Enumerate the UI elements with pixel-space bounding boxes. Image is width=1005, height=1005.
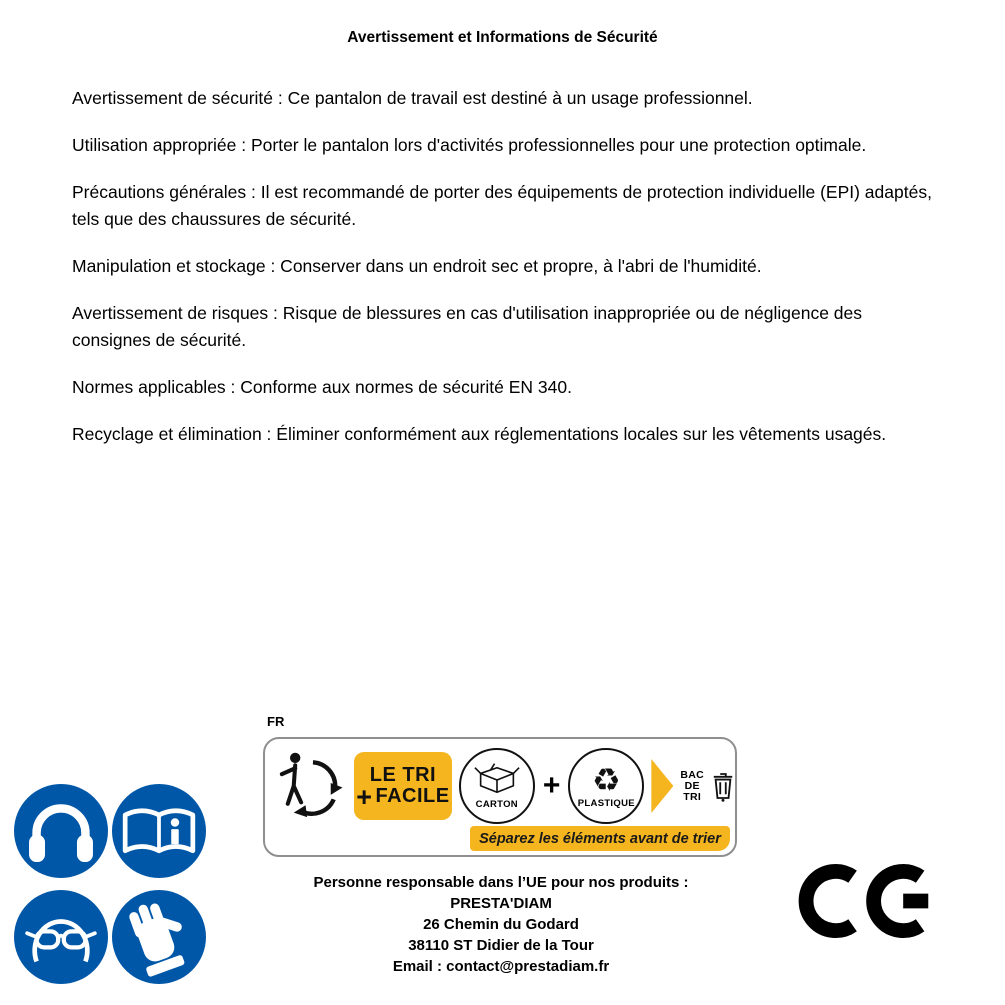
paragraph-avertissement-risques: Avertissement de risques : Risque de blessures en cas d'utilisation inappropriée ou de négligence des consignes de sécurité.	[72, 303, 863, 350]
tri-line: TRI	[683, 790, 702, 803]
badge-line1: LE TRI	[369, 764, 437, 786]
paragraph-precautions-generales: Précautions générales : Il est recommandé de porter des équipements de protection individuelle (EPI) adaptés, tels que des chaussures de sécurité.	[72, 182, 932, 229]
safety-paragraphs	[72, 85, 940, 448]
wear-protective-gloves-icon	[112, 890, 206, 984]
paragraph-avertissement-securite: Avertissement de sécurité : Ce pantalon de travail est destiné à un usage professionnel.	[72, 88, 753, 108]
paragraph-manipulation-stockage: Manipulation et stockage : Conserver dans un endroit sec et propre, à l'abri de l'humidité.	[72, 256, 762, 276]
le-tri-facile-badge	[354, 752, 452, 820]
headphones-icon	[14, 784, 108, 878]
wear-eye-protection-icon	[14, 890, 108, 984]
paragraph-recyclage-elimination: Recyclage et élimination : Éliminer conformément aux réglementations locales sur les vêtements usagés.	[72, 424, 887, 444]
fr-country-label: FR	[267, 714, 285, 729]
plastique-material-circle	[568, 748, 644, 824]
glove-icon	[112, 890, 206, 984]
paragraph-normes-applicables: Normes applicables : Conforme aux normes de sécurité EN 340.	[72, 377, 572, 397]
carton-box-icon	[472, 762, 522, 798]
recycling-symbol-icon: ♻	[592, 762, 621, 798]
ce-mark-icon	[797, 851, 945, 951]
carton-label: CARTON	[475, 799, 518, 810]
contact-email: Email : contact@prestadiam.fr	[392, 958, 610, 975]
badge-plus: +	[356, 781, 373, 812]
de-line: DE	[684, 779, 700, 792]
wear-ear-protection-icon	[14, 784, 108, 878]
safety-goggles-icon	[14, 890, 108, 984]
tri-facile-banner	[263, 737, 737, 857]
company-name: PRESTA'DIAM	[450, 895, 552, 912]
tri-facile-row	[265, 739, 735, 833]
badge-line2	[356, 781, 450, 812]
plus-sign: +	[542, 769, 561, 802]
bac-line: BAC	[680, 768, 704, 781]
address-street: 26 Chemin du Godard	[423, 916, 579, 933]
mandatory-pictograms-grid	[14, 784, 206, 984]
responsible-person-block	[270, 872, 732, 977]
read-instruction-manual-icon	[112, 784, 206, 878]
address-city: 38110 ST Didier de la Tour	[408, 937, 594, 954]
plastique-label: PLASTIQUE	[577, 798, 635, 809]
badge-facile: FACILE	[375, 785, 450, 807]
paragraph-utilisation-appropriee: Utilisation appropriée : Porter le pantalon lors d'activités professionnelles pour une protection optimale.	[72, 135, 867, 155]
open-book-icon	[112, 784, 206, 878]
recycling-bin-icon	[711, 769, 735, 803]
sorting-tagline: Séparez les éléments avant de trier	[470, 826, 730, 851]
carton-material-circle	[459, 748, 535, 824]
page-title: Avertissement et Informations de Sécurité	[347, 29, 658, 46]
bac-de-tri-label	[680, 770, 704, 803]
responsible-intro: Personne responsable dans l’UE pour nos produits :	[313, 874, 689, 891]
triman-icon	[273, 744, 347, 828]
yellow-arrow-icon	[651, 759, 673, 813]
